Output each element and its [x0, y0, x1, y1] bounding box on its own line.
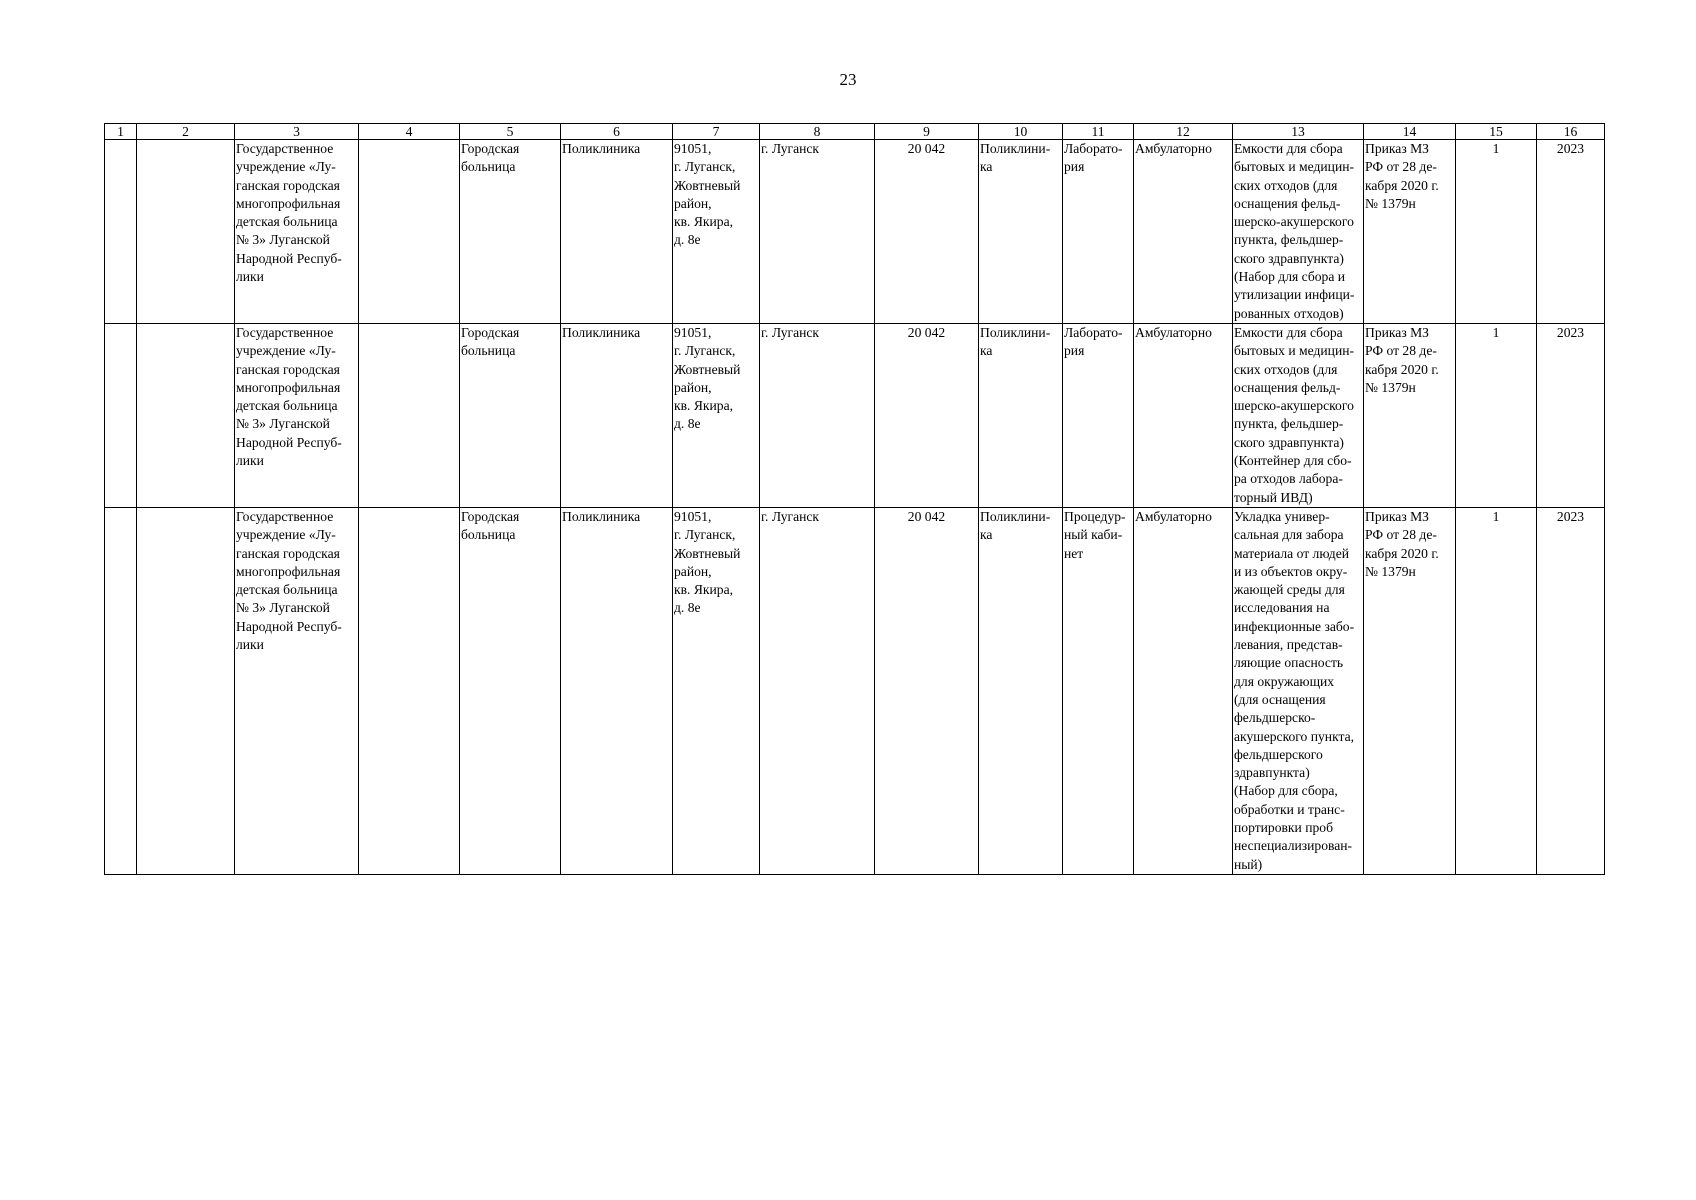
city-cell: г. Луганск [760, 507, 875, 874]
year-cell: 2023 [1537, 507, 1605, 874]
column-header: 13 [1233, 124, 1364, 140]
column-header: 5 [460, 124, 561, 140]
subdivision-cell: Поликлиника [561, 323, 673, 507]
column-header: 15 [1456, 124, 1537, 140]
institution-name-cell: Государственное учреждение «Лу- ганская городская многопрофильная детская больница № 3» Луганской Народной Респуб- лики [235, 323, 359, 507]
quantity-cell: 1 [1456, 507, 1537, 874]
equipment-cell: Укладка универ- сальная для забора материала от людей и из объектов окру- жающей среды для исследования на инфекционные забо- левания, представ- ляющие опасность для окружающих (для оснащения фельдшерско- акушерского пункта, фельдшерского здравпункта) (Набор для сбора, обработки и транс- портировки проб неспециализирован- ный) [1233, 507, 1364, 874]
institution-name-cell: Государственное учреждение «Лу- ганская городская многопрофильная детская больница № 3» Луганской Народной Респуб- лики [235, 507, 359, 874]
quantity-cell: 1 [1456, 140, 1537, 324]
year-cell: 2023 [1537, 140, 1605, 324]
subdivision-cell: Поликлиника [561, 507, 673, 874]
equipment-cell: Емкости для сбора бытовых и медицин- ских отходов (для оснащения фельд- шерско-акушерского пункта, фельдшер- ского здравпункта) (Контейнер для сбо- ра отходов лабора- торный ИВД) [1233, 323, 1364, 507]
order-cell: Приказ МЗ РФ от 28 де- кабря 2020 г. № 1379н [1364, 323, 1456, 507]
column-header: 16 [1537, 124, 1605, 140]
table-row [105, 507, 1605, 874]
cell-col-4 [359, 323, 460, 507]
table-row [105, 140, 1605, 324]
city-cell: г. Луганск [760, 140, 875, 324]
cell-col-2 [137, 140, 235, 324]
column-header: 2 [137, 124, 235, 140]
institution-type-cell: Городская больница [460, 323, 561, 507]
address-cell: 91051, г. Луганск, Жовтневый район, кв. Якира, д. 8е [673, 140, 760, 324]
subdivision-cell: Поликлиника [561, 140, 673, 324]
care-mode-cell: Амбулаторно [1134, 507, 1233, 874]
code-cell: 20 042 [875, 507, 979, 874]
page-number: 23 [839, 70, 857, 89]
equipment-registry-table [104, 123, 1605, 875]
row-number-cell [105, 323, 137, 507]
care-mode-cell: Амбулаторно [1134, 323, 1233, 507]
unit-cell: Поликлини- ка [979, 140, 1063, 324]
order-cell: Приказ МЗ РФ от 28 де- кабря 2020 г. № 1379н [1364, 140, 1456, 324]
cell-col-4 [359, 140, 460, 324]
code-cell: 20 042 [875, 323, 979, 507]
column-header: 4 [359, 124, 460, 140]
equipment-cell: Емкости для сбора бытовых и медицин- ских отходов (для оснащения фельд- шерско-акушерского пункта, фельдшер- ского здравпункта) (Набор для сбора и утилизации инфици- рованных отходов) [1233, 140, 1364, 324]
row-number-cell [105, 507, 137, 874]
address-cell: 91051, г. Луганск, Жовтневый район, кв. Якира, д. 8е [673, 323, 760, 507]
year-cell: 2023 [1537, 323, 1605, 507]
institution-type-cell: Городская больница [460, 140, 561, 324]
code-cell: 20 042 [875, 140, 979, 324]
cell-col-2 [137, 507, 235, 874]
care-mode-cell: Амбулаторно [1134, 140, 1233, 324]
column-header: 9 [875, 124, 979, 140]
unit-cell: Поликлини- ка [979, 323, 1063, 507]
column-header: 8 [760, 124, 875, 140]
order-cell: Приказ МЗ РФ от 28 де- кабря 2020 г. № 1379н [1364, 507, 1456, 874]
column-header: 3 [235, 124, 359, 140]
column-header: 10 [979, 124, 1063, 140]
column-number-row [105, 124, 1605, 140]
room-cell: Лаборато- рия [1063, 140, 1134, 324]
column-header: 11 [1063, 124, 1134, 140]
table-row [105, 323, 1605, 507]
row-number-cell [105, 140, 137, 324]
address-cell: 91051, г. Луганск, Жовтневый район, кв. Якира, д. 8е [673, 507, 760, 874]
room-cell: Процедур- ный каби- нет [1063, 507, 1134, 874]
city-cell: г. Луганск [760, 323, 875, 507]
column-header: 14 [1364, 124, 1456, 140]
institution-type-cell: Городская больница [460, 507, 561, 874]
unit-cell: Поликлини- ка [979, 507, 1063, 874]
column-header: 7 [673, 124, 760, 140]
cell-col-2 [137, 323, 235, 507]
quantity-cell: 1 [1456, 323, 1537, 507]
institution-name-cell: Государственное учреждение «Лу- ганская городская многопрофильная детская больница № 3» Луганской Народной Респуб- лики [235, 140, 359, 324]
column-header: 12 [1134, 124, 1233, 140]
cell-col-4 [359, 507, 460, 874]
column-header: 1 [105, 124, 137, 140]
room-cell: Лаборато- рия [1063, 323, 1134, 507]
column-header: 6 [561, 124, 673, 140]
